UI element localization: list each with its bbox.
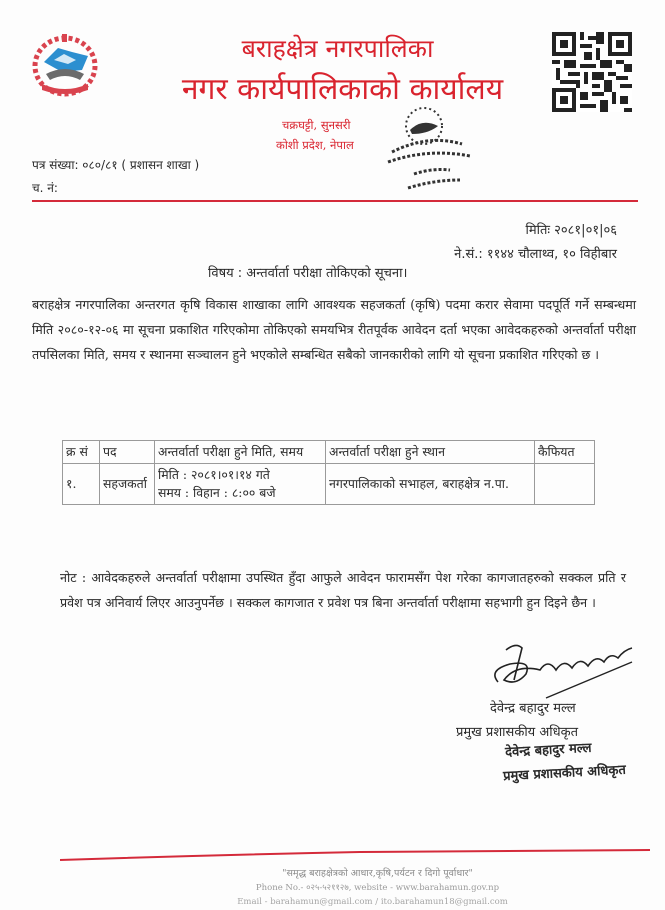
- cell-remarks: [535, 464, 595, 505]
- stamp-signatory-name: देवेन्द्र बहादुर मल्ल: [504, 740, 592, 761]
- letter-number: पत्र संख्या: ०८०/८१ ( प्रशासन शाखा ): [32, 158, 200, 172]
- subject-line: विषय : अन्तर्वार्ता परीक्षा तोकिएको सूचना।: [208, 266, 408, 281]
- dispatch-number: च. नं:: [32, 181, 58, 195]
- header-divider: [32, 200, 638, 202]
- header-serial: क्र सं: [63, 441, 100, 464]
- signatory-name: देवेन्द्र बहादुर मल्ल: [490, 701, 576, 716]
- cell-post: सहजकर्ता: [100, 464, 155, 505]
- cell-serial: १.: [63, 464, 100, 505]
- address-line-2: कोशी प्रदेश, नेपाल: [276, 138, 354, 152]
- header-remarks: कैफियत: [535, 441, 595, 464]
- cell-venue: नगरपालिकाको सभाहल, बराहक्षेत्र न.पा.: [326, 464, 535, 505]
- header-venue: अन्तर्वार्ता परीक्षा हुने स्थान: [326, 441, 535, 464]
- interview-schedule-table: [62, 440, 595, 505]
- signatory-designation: प्रमुख प्रशासकीय अधिकृत: [456, 725, 579, 740]
- header-datetime: अन्तर्वार्ता परीक्षा हुने मिति, समय: [155, 441, 326, 464]
- office-name: नगर कार्यपालिकाको कार्यालय: [181, 72, 504, 107]
- cell-date: मिति : २०८१।०१।१४ गते: [158, 467, 270, 482]
- cell-datetime: [155, 464, 326, 505]
- footer-email: Email - barahamun@gmail.com / ito.barahamun18@gmail.com: [237, 897, 508, 907]
- footer-contact: Phone No.- ०२५-५२११२७, website - www.barahamun.gov.np: [255, 883, 500, 893]
- municipality-name: बराहक्षेत्र नगरपालिका: [241, 34, 434, 63]
- body-paragraph: बराहक्षेत्र नगरपालिका अन्तरगत कृषि विकास शाखाका लागि आवश्यक सहजकर्ता (कृषि) पदमा करार सेवामा पदपूर्ति गर्ने सम्बन्धमा मिति २०८०-१२-०६ मा सूचना प्रकाशित गरिएकोमा तोकिएको समयभित्र रीतपूर्वक आवेदन दर्ता भएका आवेदकहरुको अन्तर्वार्ता परीक्षा तपसिलका मिति, समय र स्थानमा सञ्चालन हुने भएकोले सम्बन्धित सबैको जानकारीको लागि यो सूचना प्रकाशित गरिएको छ ।: [32, 297, 636, 362]
- nepal-sambat-date: ने.सं.: ११४४ चौलाथ्व, १० विहीबार: [454, 247, 617, 262]
- signature-icon: [486, 640, 636, 702]
- table-row: [63, 464, 595, 505]
- letter-date: मितिः २०८१|०१|०६: [525, 223, 617, 238]
- header-post: पद: [100, 441, 155, 464]
- cell-time: समय : विहान : ८:०० बजे: [158, 485, 276, 500]
- table-header-row: [63, 441, 595, 464]
- footer-divider: [60, 846, 650, 858]
- footer-slogan: "समृद्ध बराहक्षेत्रको आधार,कृषि,पर्यटन र दिगो पूर्वाधार": [282, 868, 473, 879]
- qr-code-icon[interactable]: [552, 32, 632, 112]
- office-seal-icon: [378, 104, 478, 198]
- note-paragraph: नोट : आवेदकहरुले अन्तर्वार्ता परीक्षामा उपस्थित हुँदा आफुले आवेदन फारामसँग पेश गरेका कागजातहरुको सक्कल प्रति र प्रवेश पत्र अनिवार्य लिएर आउनुपर्नेछ । सक्कल कागजात र प्रवेश पत्र बिना अन्तर्वार्ता परीक्षामा सहभागी हुन दिइने छैन ।: [60, 570, 626, 610]
- stamp-signatory-designation: प्रमुख प्रशासकीय अधिकृत: [502, 762, 627, 785]
- address-line-1: चक्रघट्टी, सुनसरी: [282, 118, 351, 132]
